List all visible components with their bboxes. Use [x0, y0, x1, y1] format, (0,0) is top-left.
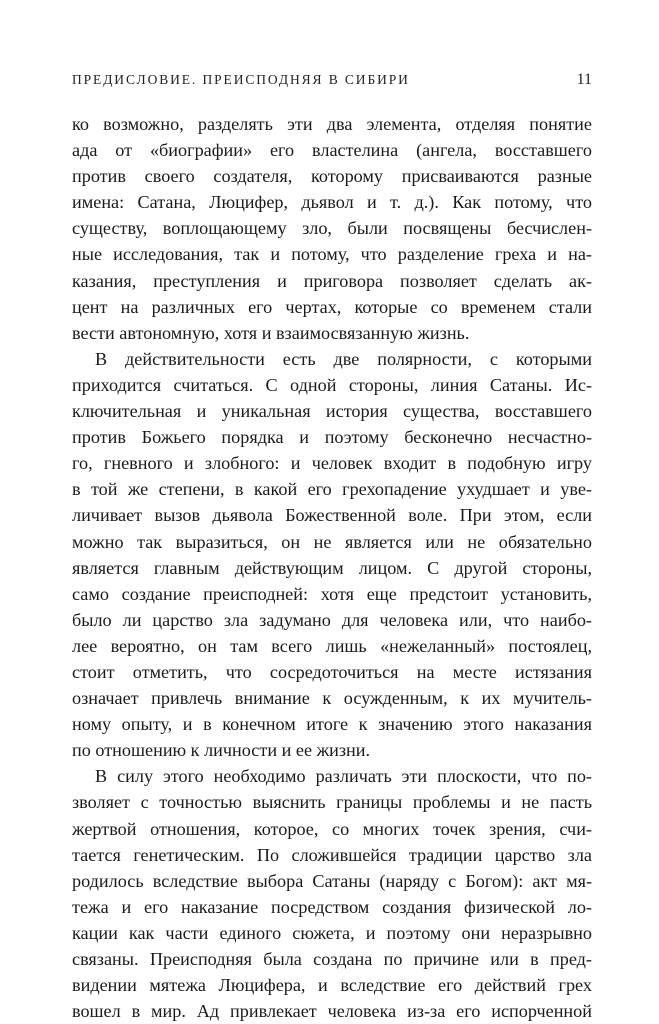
text-line: личивает вызов дьявола Божественной воле. При этом, если	[72, 505, 592, 526]
text-line: родилось вследствие выбора Сатаны (наряду с Богом): акт мя-	[72, 870, 592, 891]
text-line: является главным действующим лицом. С другой стороны,	[72, 557, 592, 578]
text-line: само создание преисподней: хотя еще предстоит установить,	[72, 583, 592, 604]
text-line: приходится считаться. С одной стороны, линия Сатаны. Ис-	[72, 374, 592, 395]
text-line: имена: Сатана, Люцифер, дьявол и т. д.). Как потому, что	[72, 192, 592, 213]
text-line: В действительности есть две полярности, с которыми	[95, 348, 592, 369]
text-line: означает привлечь внимание к осужденным, к их мучитель-	[72, 688, 592, 709]
text-line: существу, воплощающему зло, были посвящены бесчислен-	[72, 218, 592, 239]
text-line: казания, преступления и приговора позволяет сделать ак-	[72, 270, 592, 291]
text-line: кации как части единого сюжета, и поэтому они неразрывно	[72, 922, 592, 943]
running-title: ПРЕДИСЛОВИЕ. ПРЕИСПОДНЯЯ В СИБИРИ	[72, 72, 410, 87]
text-line: ко возможно, разделять эти два элемента, отделяя понятие	[72, 114, 592, 134]
text-line: вести автономную, хотя и взаимосвязанную жизнь.	[72, 322, 470, 343]
text-line: жертвой отношения, которое, со многих точек зрения, счи-	[72, 818, 592, 839]
text-line: ные исследования, так и потому, что разделение греха и на-	[72, 244, 592, 265]
text-line: лее вероятно, он там всего лишь «нежеланный» постоялец,	[72, 635, 592, 656]
running-head	[72, 72, 592, 92]
paragraph	[72, 111, 592, 346]
text-line: связаны. Преисподняя была создана по причине или в пред-	[72, 949, 592, 969]
text-line: зволяет с точностью выяснить границы проблемы и не пасть	[72, 792, 592, 813]
text-line: вошел в мир. Ад привлекает человека из-за его испорченной	[72, 1001, 592, 1022]
text-line: против Божьего порядка и поэтому бесконечно несчастно-	[72, 427, 592, 448]
text-line: го, гневного и злобного: и человек входит в подобную игру	[72, 453, 592, 474]
text-line: можно так выразиться, он не является или не обязательно	[72, 531, 592, 552]
body-text	[72, 111, 592, 1024]
text-line: в той же степени, в какой его грехопадение ухудшает и уве-	[72, 479, 592, 500]
text-line: видении мятежа Люцифера, и вследствие его действий грех	[72, 975, 592, 996]
text-line: В силу этого необходимо различать эти плоскости, что по-	[95, 766, 592, 787]
paragraph	[72, 346, 592, 764]
text-line: ключительная и уникальная история существа, восставшего	[72, 401, 592, 422]
page-number: 11	[576, 71, 592, 88]
text-line: ада от «биографии» его властелина (ангела, восставшего	[72, 140, 592, 161]
text-line: стоит отметить, что сосредоточиться на месте истязания	[72, 661, 592, 682]
text-line: тается генетическим. По сложившейся традиции царство зла	[72, 844, 592, 865]
text-line: тежа и его наказание посредством создания физической ло-	[72, 896, 592, 917]
text-line: против своего создателя, которому присваиваются разные	[72, 166, 592, 187]
text-line: было ли царство зла задумано для человека или, что наибо-	[72, 609, 592, 630]
text-line: по отношению к личности и ее жизни.	[72, 740, 371, 761]
paragraph	[72, 763, 592, 1024]
text-line: цент на различных его чертах, которые со временем стали	[72, 296, 592, 317]
text-line: ному опыту, и в конечном итоге к значению этого наказания	[72, 714, 592, 735]
